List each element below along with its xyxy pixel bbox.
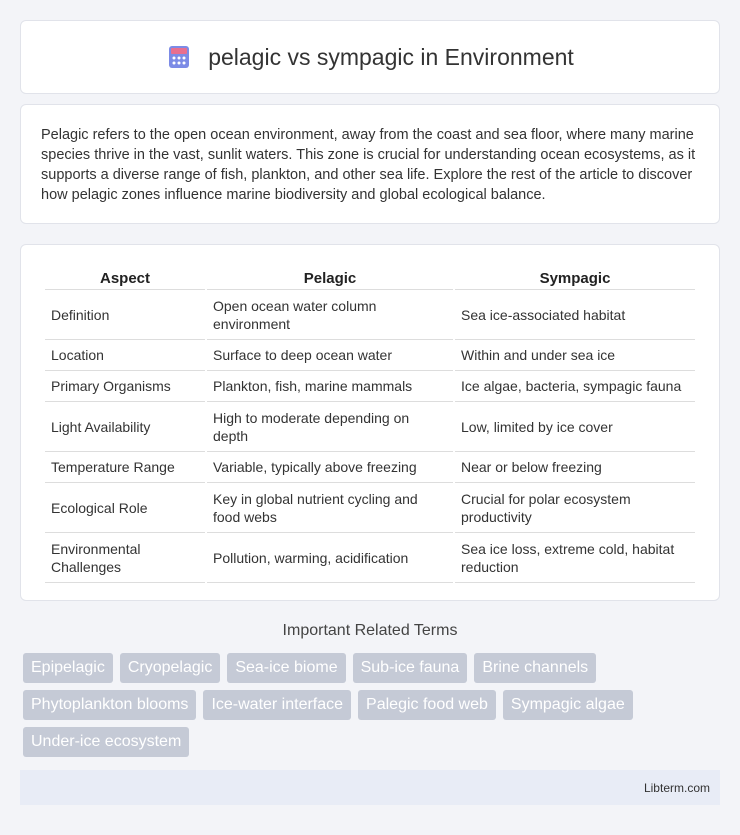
header-sympagic: Sympagic — [455, 265, 695, 290]
footer — [20, 770, 720, 805]
table-cell: Temperature Range — [45, 452, 205, 483]
related-term-tag[interactable]: Ice-water interface — [203, 690, 351, 720]
table-cell: Sea ice loss, extreme cold, habitat reduction — [455, 533, 695, 583]
table-cell: Low, limited by ice cover — [455, 402, 695, 452]
header-aspect: Aspect — [45, 265, 205, 290]
table-cell: Environmental Challenges — [45, 533, 205, 583]
table-row — [45, 452, 695, 483]
table-cell: Sea ice-associated habitat — [455, 290, 695, 340]
related-term-tag[interactable]: Epipelagic — [23, 653, 113, 683]
table-cell: Primary Organisms — [45, 371, 205, 402]
intro-card — [20, 104, 720, 224]
title-wrap — [166, 44, 574, 71]
comparison-table — [43, 265, 697, 583]
table-row — [45, 533, 695, 583]
table-cell: Plankton, fish, marine mammals — [207, 371, 453, 402]
page-title: pelagic vs sympagic in Environment — [208, 43, 574, 70]
table-cell: Key in global nutrient cycling and food webs — [207, 483, 453, 533]
related-term-tag[interactable]: Sea-ice biome — [227, 653, 345, 683]
intro-text: Pelagic refers to the open ocean environment, away from the coast and sea floor, where many marine species thrive in the vast, sunlit waters. This zone is crucial for understanding ocean ecosystems, as it supports a diverse range of fish, plankton, and other sea life. Explore the rest of the article to discover how pelagic zones influence marine biodiversity and global ecological balance. — [41, 127, 696, 203]
related-term-tag[interactable]: Phytoplankton blooms — [23, 690, 196, 720]
table-cell: Location — [45, 340, 205, 371]
table-cell: Open ocean water column environment — [207, 290, 453, 340]
table-cell: Pollution, warming, acidification — [207, 533, 453, 583]
table-cell: Near or below freezing — [455, 452, 695, 483]
table-row — [45, 340, 695, 371]
table-cell: Ecological Role — [45, 483, 205, 533]
calculator-icon — [166, 44, 192, 70]
table-cell: Light Availability — [45, 402, 205, 452]
table-cell: Within and under sea ice — [455, 340, 695, 371]
table-row — [45, 483, 695, 533]
related-term-tag[interactable]: Under-ice ecosystem — [23, 727, 189, 757]
header-pelagic: Pelagic — [207, 265, 453, 290]
related-term-tag[interactable]: Sympagic algae — [503, 690, 633, 720]
table-row — [45, 402, 695, 452]
table-cell: Variable, typically above freezing — [207, 452, 453, 483]
table-cell: Surface to deep ocean water — [207, 340, 453, 371]
header-card — [20, 20, 720, 94]
related-term-tag[interactable]: Brine channels — [474, 653, 596, 683]
table-header-row — [45, 265, 695, 290]
related-term-tag[interactable]: Sub-ice fauna — [353, 653, 468, 683]
table-cell: Crucial for polar ecosystem productivity — [455, 483, 695, 533]
table-cell: Definition — [45, 290, 205, 340]
related-terms-list — [23, 653, 723, 757]
table-cell: Ice algae, bacteria, sympagic fauna — [455, 371, 695, 402]
table-row — [45, 371, 695, 402]
comparison-table-card — [20, 244, 720, 601]
related-term-tag[interactable]: Cryopelagic — [120, 653, 220, 683]
table-cell: High to moderate depending on depth — [207, 402, 453, 452]
table-row — [45, 290, 695, 340]
related-terms-title: Important Related Terms — [282, 622, 458, 639]
footer-site-link[interactable]: Libterm.com — [643, 780, 710, 795]
related-term-tag[interactable]: Palegic food web — [358, 690, 496, 720]
